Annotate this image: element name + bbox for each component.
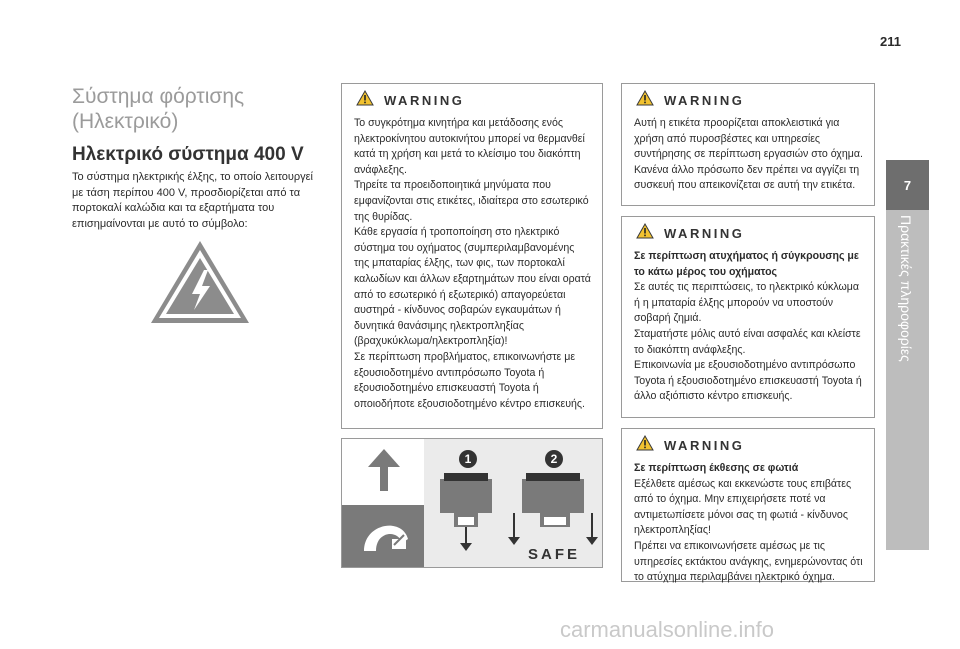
warning-box-1 [341,83,603,429]
warning-paragraph: Επικοινωνία με εξουσιοδοτημένο αντιπρόσωπο Toyota ή εξουσιοδοτημένο επισκευαστή Toyota ή άλλο αξιόπιστο κέντρο επισκευής. [634,359,862,403]
page-number: 211 [880,34,901,49]
high-voltage-icon [148,238,252,326]
warning-box-3 [621,216,875,418]
warning-paragraph: Τηρείτε τα προειδοποιητικά μηνύματα που εμφανίζονται στις ετικέτες, ιδιαίτερα στο εσωτερικό της θυρίδας. [354,179,589,223]
watermark: carmanualsonline.info [560,617,775,642]
warning-box-2 [621,83,875,206]
safety-label-image [341,438,603,568]
warning-paragraph: Κανένα άλλο πρόσωπο δεν πρέπει να αγγίζει τη συσκευή που απεικονίζεται σε αυτή την ετικέτα. [634,163,860,192]
subsection-title: Ηλεκτρικό σύστημα 400 V [72,144,304,165]
warning-triangle-icon [356,90,374,111]
warning-triangle-icon [636,435,654,456]
warning-paragraph: Εξέλθετε αμέσως και εκκενώστε τους επιβάτες από το όχημα. Μην επιχειρήσετε ποτέ να αντιμετωπίσετε μόνοι σας τη φωτιά - κίνδυνος ηλεκτροπληξίας! [634,477,852,537]
marker-2-label: 2 [550,452,558,466]
warning-box-4 [621,428,875,582]
marker-1-label: 1 [464,452,472,466]
chapter-label: Πρακτικές πληροφορίες [898,215,914,362]
warning-title: WARNING [664,92,745,108]
connector-1-icon [440,473,492,551]
warning-title: WARNING [664,225,745,241]
warning-triangle-icon [636,90,654,111]
warning-title: WARNING [664,437,745,453]
safe-text: SAFE [527,546,581,563]
chapter-number: 7 [886,160,929,210]
warning-heading: Σε περίπτωση ατυχήματος ή σύγκρουσης με το κάτω μέρος του οχήματος [634,250,859,278]
intro-text: Το σύστημα ηλεκτρικής έλξης, το οποίο λειτουργεί με τάση περίπου 400 V, προσδιορίζεται από τα πορτοκαλί καλώδια και τα εξαρτήματα του επισημαίνονται με αυτό το σύμβολο: [72,171,314,230]
section-title: Σύστημα φόρτισης (Ηλεκτρικό) [72,85,245,133]
warning-paragraph: Το συγκρότημα κινητήρα και μετάδοσης ενός ηλεκτροκίνητου αυτοκινήτου μπορεί να θερμανθεί κατά τη χρήση και μετά το κλείσιμο του διακόπτη ανάφλεξης. [354,117,585,176]
connector-2-icon [508,473,598,545]
warning-heading: Σε περίπτωση έκθεσης σε φωτιά [634,462,799,474]
warning-paragraph: Σε αυτές τις περιπτώσεις, το ηλεκτρικό κύκλωμα ή η μπαταρία έλξης μπορούν να υποστούν σοβαρή ζημιά. [634,281,859,325]
warning-triangle-icon [636,223,654,244]
warning-paragraph: Πρέπει να επικοινωνήσετε αμέσως με τις υπηρεσίες εκτάκτου ανάγκης, ενημερώνοντας ότι το ατύχημα περιλαμβάνει ηλεκτρικό όχημα. [634,539,863,584]
warning-paragraph: Κάθε εργασία ή τροποποίηση στο ηλεκτρικό σύστημα του οχήματος (συμπεριλαμβανομένης της μπαταρίας έλξης, των φις, των πορτοκαλί καλωδίων και άλλων εξαρτημάτων που είναι ορατά από το εσωτερικό ή εξωτερικό) απαγορεύεται αυστηρά - κίνδυνος σοβαρών εγκαυμάτων ή δυνητικά θανάσιμης ηλεκτροπληξίας (βραχυκύκλωμα/ηλεκτροπληξία)! [354,226,591,348]
warning-paragraph: Σταματήστε μόλις αυτό είναι ασφαλές και κλείστε το διακόπτη ανάφλεξης. [634,327,861,356]
warning-paragraph: Σε περίπτωση προβλήματος, επικοινωνήστε με εξουσιοδοτημένο αντιπρόσωπο Toyota ή εξουσιοδοτημένο επισκευαστή Toyota ή οποιοδήποτε εξουσιοδοτημένο κέντρο επισκευής. [354,350,585,410]
warning-title: WARNING [384,92,465,108]
warning-paragraph: Αυτή η ετικέτα προορίζεται αποκλειστικά για χρήση από πυροσβέστες και υπηρεσίες συντήρησης σε περίπτωση εργασιών στο όχημα. [634,117,863,161]
